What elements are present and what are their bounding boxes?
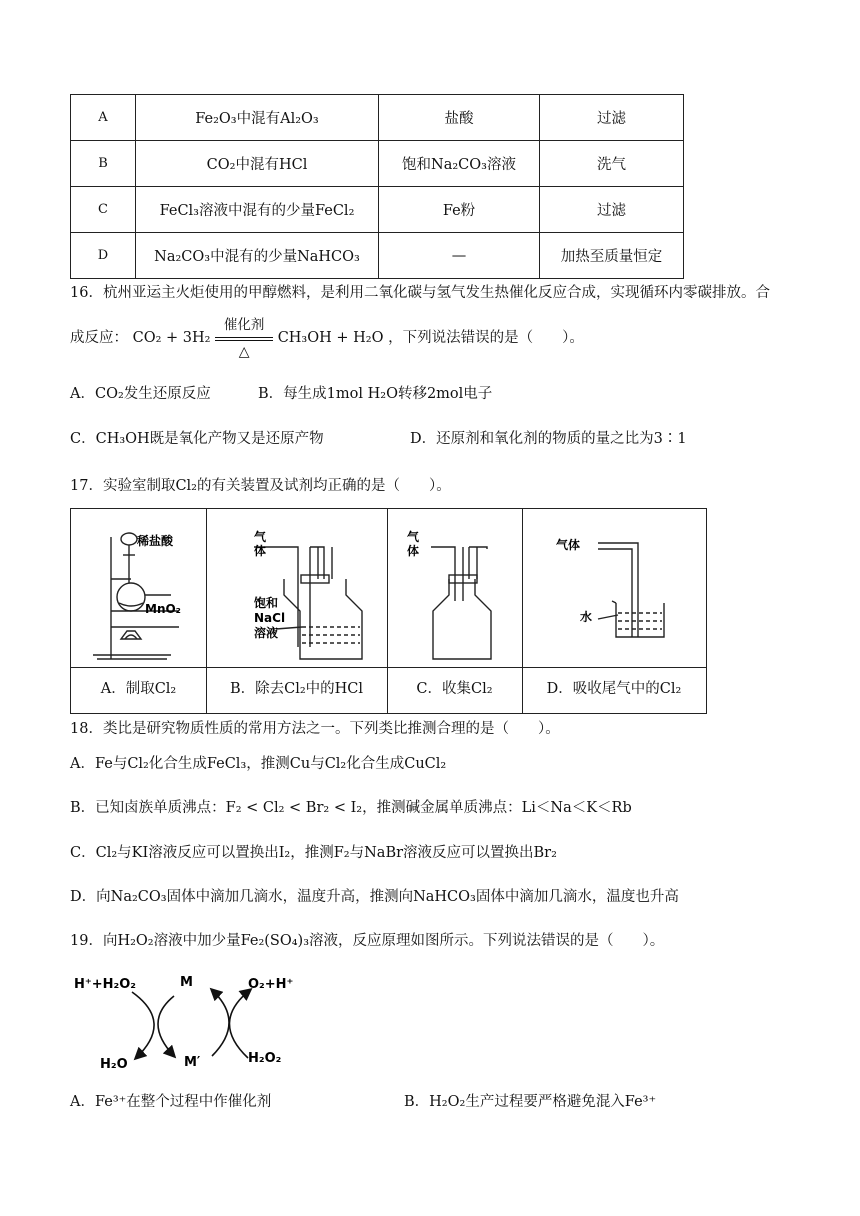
table-row (71, 233, 684, 279)
apparatus-caption-b: B．除去Cl₂中的HCl (229, 681, 364, 697)
apparatus-cell-b (206, 509, 388, 713)
cycle-arrow-left-outer (132, 992, 154, 1058)
row-mixture: Na₂CO₃中混有的少量NaHCO₃ (136, 233, 379, 279)
q18-stem: 18．类比是研究物质性质的常用方法之一。下列类比推测合理的是（ ）。 (70, 721, 560, 737)
row-mixture: Fe₂O₃中混有Al₂O₃ (136, 95, 379, 141)
table-row (71, 141, 684, 187)
gas-label-c2: 体 (407, 544, 420, 558)
q16-suffix: ，下列说法错误的是（ ）。 (388, 330, 584, 346)
apparatus-cell-d (522, 509, 706, 713)
row-option: B (71, 141, 136, 187)
gas-collection-bottle-illustration (387, 509, 522, 667)
row-reagent: Fe粉 (379, 187, 540, 233)
row-reagent: — (379, 233, 540, 279)
cycle-label-m-prime: M′ (184, 1055, 201, 1070)
row-method: 过滤 (540, 187, 684, 233)
cycle-label-top-left: H⁺+H₂O₂ (74, 977, 136, 992)
row-method: 洗气 (540, 141, 684, 187)
apparatus-table (70, 508, 707, 714)
q16-products: CH₃OH + H₂O (277, 330, 384, 346)
chlorine-generator-illustration (71, 509, 206, 667)
row-method: 加热至质量恒定 (540, 233, 684, 279)
cycle-label-bottom-right: H₂O₂ (248, 1051, 282, 1066)
row-option: D (71, 233, 136, 279)
q16-option-c: C．CH₃OH既是氧化产物又是还原产物 (70, 431, 324, 447)
q16-reactants: CO₂ + 3H₂ (132, 330, 211, 346)
q19-stem: 19．向H₂O₂溶液中加少量Fe₂(SO₄)₃溶液，反应原理如图所示。下列说法错误的是（ ）。 (70, 933, 665, 949)
row-mixture: FeCl₃溶液中混有的少量FeCl₂ (136, 187, 379, 233)
cycle-label-top-right: O₂+H⁺ (248, 977, 294, 992)
row-reagent: 饱和Na₂CO₃溶液 (379, 141, 540, 187)
cycle-arrow-right-inner (212, 990, 229, 1056)
q17-stem: 17．实验室制取Cl₂的有关装置及试剂均正确的是（ ）。 (70, 478, 451, 494)
heat-symbol: △ (238, 344, 250, 360)
q18-option-a: A．Fe与Cl₂化合生成FeCl₃，推测Cu与Cl₂化合生成CuCl₂ (70, 756, 447, 772)
saturated-label-3: 溶液 (254, 626, 279, 640)
reaction-arrow (215, 317, 273, 360)
mno2-label: MnO₂ (145, 602, 181, 616)
gas-label-d: 气体 (556, 538, 581, 552)
q19-option-b: B．H₂O₂生产过程要严格避免混入Fe³⁺ (404, 1094, 657, 1110)
row-mixture: CO₂中混有HCl (136, 141, 379, 187)
cycle-arrow-left-inner (158, 996, 174, 1056)
table-row (71, 187, 684, 233)
saturated-label-1: 饱和 (254, 596, 279, 610)
gas-label-b1: 气 (254, 530, 267, 544)
hcl-label: 稀盐酸 (137, 534, 174, 548)
row-option: C (71, 187, 136, 233)
q18-option-b: B．已知卤族单质沸点：F₂ < Cl₂ < Br₂ < I₂，推测碱金属单质沸点：Li＜Na＜K＜Rb (70, 800, 632, 816)
row-option: A (71, 95, 136, 141)
q19-option-a: A．Fe³⁺在整个过程中作催化剂 (70, 1094, 272, 1110)
apparatus-cell-c (387, 509, 523, 713)
apparatus-caption-d: D．吸收尾气中的Cl₂ (546, 681, 682, 697)
catalytic-cycle-diagram (70, 966, 310, 1078)
table-row (71, 95, 684, 141)
row-method: 过滤 (540, 95, 684, 141)
saturated-label-2: NaCl (254, 611, 286, 625)
water-label: 水 (580, 610, 593, 624)
q16-option-b: B．每生成1mol H₂O转移2mol电子 (258, 386, 493, 402)
equals-bar-top (215, 337, 273, 338)
q18-option-d: D．向Na₂CO₃固体中滴加几滴水，温度升高，推测向NaHCO₃固体中滴加几滴水，温度也升高 (70, 889, 679, 905)
q18-option-c: C．Cl₂与KI溶液反应可以置换出I₂，推测F₂与NaBr溶液反应可以置换出Br₂ (70, 845, 557, 861)
apparatus-caption-a: A．制取Cl₂ (100, 681, 177, 697)
tail-gas-absorption-illustration (522, 509, 706, 667)
catalyst-label: 催化剂 (223, 317, 265, 333)
separation-table (70, 94, 684, 279)
row-reagent: 盐酸 (379, 95, 540, 141)
q16-option-a: A．CO₂发生还原反应 (70, 386, 211, 402)
q16-equation-line (70, 317, 584, 360)
q16-prefix: 成反应： (70, 330, 128, 346)
cycle-label-m: M (180, 975, 193, 990)
apparatus-cell-a (71, 509, 207, 713)
gas-label-b2: 体 (254, 544, 267, 558)
gas-washing-bottle-illustration (206, 509, 387, 667)
cycle-arrow-right-outer (229, 990, 250, 1058)
q16-option-d: D．还原剂和氧化剂的物质的量之比为3∶1 (410, 431, 687, 447)
gas-label-c1: 气 (407, 530, 420, 544)
q16-stem-line1: 16．杭州亚运主火炬使用的甲醇燃料，是利用二氧化碳与氢气发生热催化反应合成，实现循环内零碳排放。合 (70, 285, 770, 301)
cycle-label-bottom-left: H₂O (100, 1057, 128, 1072)
apparatus-caption-c: C．收集Cl₂ (416, 681, 493, 697)
